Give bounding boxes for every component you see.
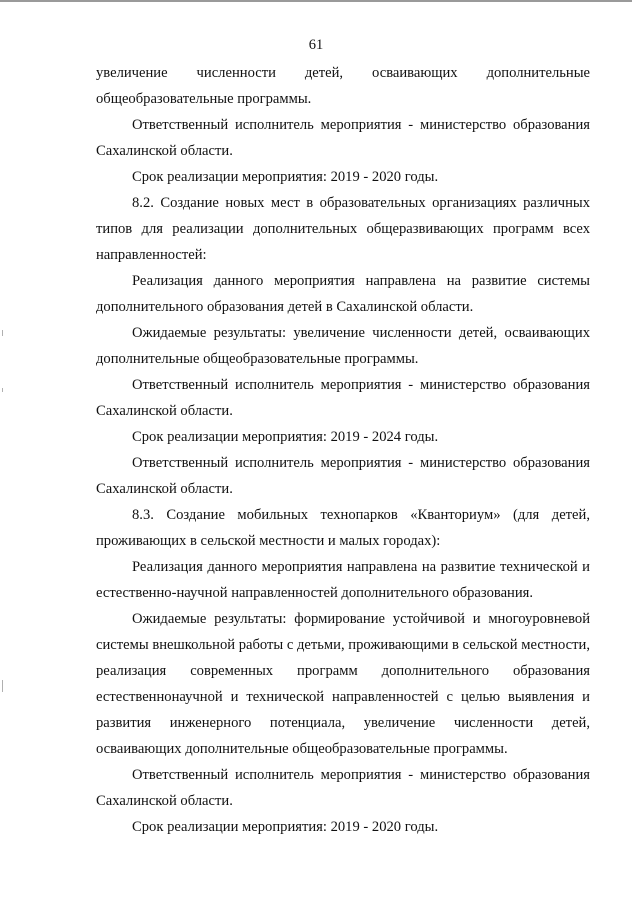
- paragraph-responsible: Ответственный исполнитель мероприятия - министерство образования Сахалинской области.: [96, 117, 590, 159]
- paragraph-deadline: Срок реализации мероприятия: 2019 - 2024 годы.: [132, 429, 439, 445]
- document-body: [96, 60, 590, 840]
- paragraph-expected-results: Ожидаемые результаты: увеличение численности детей, осваивающих дополнительные общеобразовательные программы.: [96, 325, 590, 367]
- paragraph-implementation: Реализация данного мероприятия направлена на развитие технической и естественно-научной направленностей дополнительного образования.: [96, 559, 590, 601]
- paragraph-implementation: Реализация данного мероприятия направлена на развитие системы дополнительного образования детей в Сахалинской области.: [96, 273, 590, 315]
- paragraph-continuation-line: общеобразовательные программы.: [96, 91, 312, 107]
- paragraph-continuation-line: увеличение численности детей, осваивающих дополнительные: [96, 65, 590, 81]
- paragraph-expected-results: Ожидаемые результаты: формирование устойчивой и многоуровневой системы внешкольной работы с детьми, проживающими в сельской местности, реализация современных программ дополнительного образования естественнонаучной и технической направленностей с целью выявления и развития инженерного потенциала, увеличение численности детей, осваивающих дополнительные общеобразовательные программы.: [96, 611, 590, 757]
- section-heading-8-2: 8.2. Создание новых мест в образовательных организациях различных типов для реализации дополнительных общеразвивающих программ всех направленностей:: [96, 195, 590, 263]
- paragraph-responsible: Ответственный исполнитель мероприятия - министерство образования Сахалинской области.: [96, 377, 590, 419]
- paragraph-responsible: Ответственный исполнитель мероприятия - министерство образования Сахалинской области.: [96, 455, 590, 497]
- paragraph-deadline: Срок реализации мероприятия: 2019 - 2020 годы.: [132, 819, 439, 835]
- scan-left-mark: [2, 330, 3, 336]
- scan-left-mark: [2, 680, 3, 692]
- scan-top-edge: [0, 0, 632, 2]
- paragraph-responsible: Ответственный исполнитель мероприятия - министерство образования Сахалинской области.: [96, 767, 590, 809]
- scan-left-mark: [2, 388, 3, 392]
- section-heading-8-3: 8.3. Создание мобильных технопарков «Кванториум» (для детей, проживающих в сельской местности и малых городах):: [96, 507, 590, 549]
- page-number: 61: [308, 37, 324, 53]
- paragraph-deadline: Срок реализации мероприятия: 2019 - 2020 годы.: [132, 169, 439, 185]
